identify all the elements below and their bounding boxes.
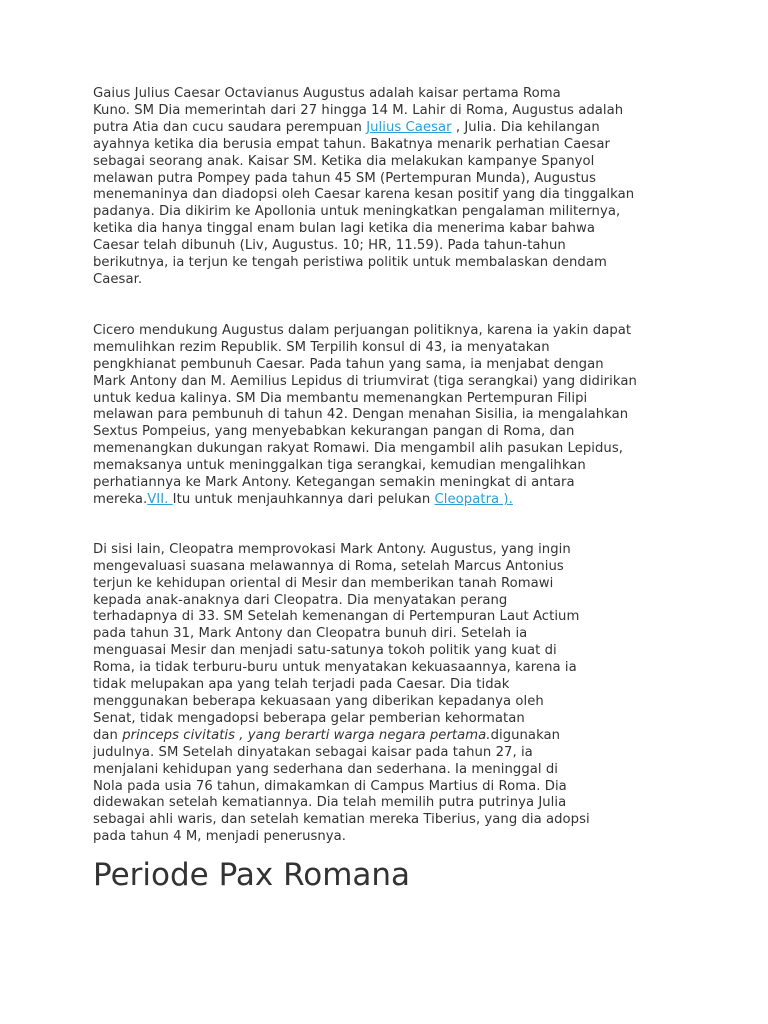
text-segment: menjalani kehidupan yang sederhana dan sederhana. Ia meninggal di [93, 761, 558, 777]
paragraph-gap [93, 289, 683, 323]
text-line [93, 576, 683, 593]
text-line [93, 340, 683, 357]
text-segment: pada tahun 4 M, menjadi penerusnya. [93, 829, 347, 845]
text-segment: Kuno. SM Dia memerintah dari 27 hingga 14 M. Lahir di Roma, Augustus adalah [93, 102, 624, 118]
text-segment: menemaninya dan diadopsi oleh Caesar karena kesan positif yang dia tinggalkan [93, 187, 635, 203]
text-line [93, 441, 683, 458]
text-line [93, 795, 683, 812]
text-line [93, 391, 683, 408]
text-line [93, 829, 683, 846]
paragraph-2 [93, 323, 683, 509]
inline-link[interactable]: VII. [147, 491, 173, 507]
text-segment: terhadapnya di 33. SM Setelah kemenangan di Pertempuran Laut Actium [93, 609, 580, 625]
document-body [93, 86, 683, 895]
text-segment: menguasai Mesir dan menjadi satu-satunya tokoh politik yang kuat di [93, 643, 557, 659]
text-segment: tidak melupakan apa yang telah terjadi pada Caesar. Dia tidak [93, 677, 510, 693]
text-segment: judulnya. SM Setelah dinyatakan sebagai kaisar pada tahun 27, ia [93, 744, 533, 760]
text-segment: putra Atia dan cucu saudara perempuan [93, 119, 367, 135]
text-segment: melawan putra Pompey pada tahun 45 SM (Pertempuran Munda), Augustus [93, 170, 596, 186]
text-segment: padanya. Dia dikirim ke Apollonia untuk meningkatkan pengalaman militernya, [93, 204, 621, 220]
paragraph-gap [93, 509, 683, 542]
text-segment: Gaius Julius Caesar Octavianus Augustus adalah kaisar pertama Roma [93, 86, 561, 101]
text-line [93, 812, 683, 829]
text-line [93, 492, 683, 509]
text-segment: didewakan setelah kematiannya. Dia telah memilih putra putrinya Julia [93, 795, 567, 811]
italic-text: princeps civitatis , yang berarti warga negara pertama. [122, 727, 491, 743]
text-line [93, 120, 683, 137]
text-line [93, 609, 683, 626]
text-segment: Mark Antony dan M. Aemilius Lepidus di triumvirat (tiga serangkai) yang didirikan [93, 373, 637, 389]
text-line [93, 711, 683, 728]
text-line [93, 204, 683, 221]
text-line [93, 221, 683, 238]
text-line [93, 593, 683, 610]
text-segment: , Julia. Dia kehilangan [451, 119, 600, 135]
text-line [93, 779, 683, 796]
text-segment: kepada anak-anaknya dari Cleopatra. Dia menyatakan perang [93, 592, 508, 608]
text-line [93, 171, 683, 188]
text-line [93, 762, 683, 779]
paragraph-3 [93, 542, 683, 846]
text-line [93, 323, 683, 340]
text-line [93, 559, 683, 576]
text-segment: Sextus Pompeius, yang menyebabkan kekurangan pangan di Roma, dan [93, 424, 575, 440]
text-line [93, 272, 683, 289]
text-segment: Itu untuk menjauhkannya dari pelukan [172, 491, 435, 507]
text-segment: perhatiannya ke Mark Antony. Ketegangan semakin meningkat di antara [93, 475, 575, 491]
text-line [93, 407, 683, 424]
text-segment: pengkhianat pembunuh Caesar. Pada tahun yang sama, ia menjabat dengan [93, 356, 604, 372]
text-segment: pada tahun 31, Mark Antony dan Cleopatra bunuh diri. Setelah ia [93, 626, 528, 642]
section-heading: Periode Pax Romana [93, 857, 411, 894]
text-line [93, 745, 683, 762]
text-segment: mereka. [93, 491, 148, 507]
text-line [93, 728, 683, 745]
text-line [93, 357, 683, 374]
text-segment: Caesar telah dibunuh (Liv, Augustus. 10; HR, 11.59). Pada tahun-tahun [93, 238, 566, 254]
text-line [93, 154, 683, 171]
text-segment: terjun ke kehidupan oriental di Mesir dan memberikan tanah Romawi [93, 575, 554, 591]
text-segment: digunakan [490, 727, 561, 743]
text-segment: memenangkan dukungan rakyat Romawi. Dia mengambil alih pasukan Lepidus, [93, 441, 623, 457]
text-line [93, 424, 683, 441]
text-line [93, 238, 683, 255]
text-line [93, 374, 683, 391]
text-segment: Senat, tidak mengadopsi beberapa gelar pemberian kehormatan [93, 710, 525, 726]
text-line [93, 458, 683, 475]
text-segment: Di sisi lain, Cleopatra memprovokasi Mark Antony. Augustus, yang ingin [93, 541, 571, 557]
text-line [93, 137, 683, 154]
text-line [93, 677, 683, 694]
text-segment: sebagai ahli waris, dan setelah kematian mereka Tiberius, yang dia adopsi [93, 812, 590, 828]
text-segment: menggunakan beberapa kekuasaan yang diberikan kepadanya oleh [93, 694, 544, 709]
text-segment: Caesar. [93, 271, 143, 287]
text-segment: Nola pada usia 76 tahun, dimakamkan di Campus Martius di Roma. Dia [93, 778, 567, 794]
text-segment: ketika dia hanya tinggal enam bulan lagi ketika dia menerima kabar bahwa [93, 221, 595, 237]
text-line [93, 187, 683, 204]
paragraph-1 [93, 86, 683, 289]
text-line [93, 103, 683, 120]
text-segment: ayahnya ketika dia berusia empat tahun. Bakatnya menarik perhatian Caesar [93, 136, 610, 152]
text-segment: memaksanya untuk meninggalkan tiga serangkai, kemudian mengalihkan [93, 458, 586, 474]
text-line [93, 542, 683, 559]
inline-link[interactable]: Cleopatra ). [434, 491, 513, 507]
text-line [93, 255, 683, 272]
text-segment: untuk kedua kalinya. SM Dia membantu memenangkan Pertempuran Filipi [93, 390, 588, 406]
text-line [93, 660, 683, 677]
text-line [93, 475, 683, 492]
text-line [93, 86, 683, 103]
text-segment: melawan para pembunuh di tahun 42. Dengan menahan Sisilia, ia mengalahkan [93, 407, 629, 423]
text-segment: Cicero mendukung Augustus dalam perjuangan politiknya, karena ia yakin dapat [93, 322, 632, 338]
text-line [93, 626, 683, 643]
inline-link[interactable]: Julius Caesar [366, 119, 452, 135]
text-segment: berikutnya, ia terjun ke tengah peristiwa politik untuk membalaskan dendam [93, 255, 607, 271]
text-line [93, 643, 683, 660]
text-segment: memulihkan rezim Republik. SM Terpilih konsul di 43, ia menyatakan [93, 339, 550, 355]
text-segment: mengevaluasi suasana melawannya di Roma, setelah Marcus Antonius [93, 558, 564, 574]
text-segment: Roma, ia tidak terburu-buru untuk menyatakan kekuasaannya, karena ia [93, 660, 577, 676]
text-segment: dan [93, 727, 123, 743]
text-segment: sebagai seorang anak. Kaisar SM. Ketika dia melakukan kampanye Spanyol [93, 153, 595, 169]
text-line [93, 694, 683, 711]
